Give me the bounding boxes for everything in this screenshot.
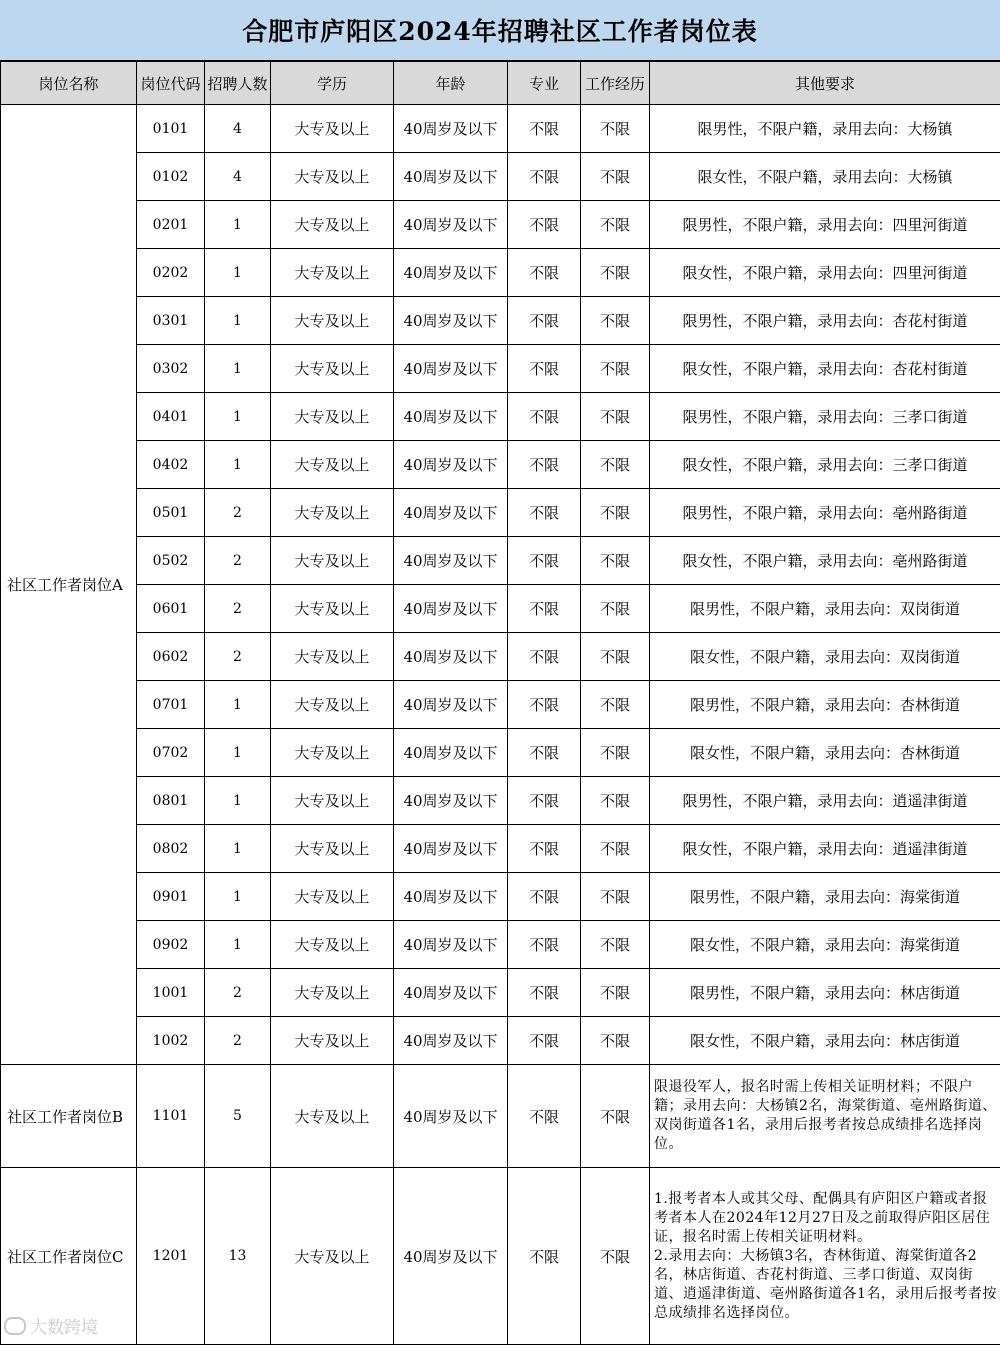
headcount-cell: 1 bbox=[205, 873, 271, 921]
other-requirements-cell: 限男性，不限户籍，录用去向：双岗街道 bbox=[650, 585, 1000, 633]
education-cell: 大专及以上 bbox=[271, 921, 394, 969]
experience-cell: 不限 bbox=[581, 777, 650, 825]
table-row bbox=[1, 105, 1000, 153]
other-requirements-cell: 限女性，不限户籍，录用去向：杏花村街道 bbox=[650, 345, 1000, 393]
headcount-cell: 2 bbox=[205, 969, 271, 1017]
major-cell: 不限 bbox=[508, 393, 581, 441]
education-cell: 大专及以上 bbox=[271, 969, 394, 1017]
other-requirements-cell bbox=[650, 1168, 1000, 1345]
major-cell: 不限 bbox=[508, 441, 581, 489]
education-cell: 大专及以上 bbox=[271, 777, 394, 825]
requirement-item-1: 1.报考者本人或其父母、配偶具有庐阳区户籍或者报考者本人在2024年12月27日及之前取得庐阳区居住证，报名时需上传相关证明材料。 bbox=[654, 1190, 998, 1247]
headcount-cell: 1 bbox=[205, 345, 271, 393]
other-requirements-cell: 限女性，不限户籍，录用去向：海棠街道 bbox=[650, 921, 1000, 969]
other-requirements-cell: 限退役军人，报名时需上传相关证明材料；不限户籍；录用去向：大杨镇2名，海棠街道、亳州路街道、双岗街道各1名，录用后报考者按总成绩排名选择岗位。 bbox=[650, 1065, 1000, 1168]
table-row bbox=[1, 921, 1000, 969]
watermark bbox=[4, 1313, 98, 1338]
position-code-cell: 0901 bbox=[137, 873, 205, 921]
major-cell: 不限 bbox=[508, 873, 581, 921]
table-row bbox=[1, 1017, 1000, 1065]
experience-cell: 不限 bbox=[581, 633, 650, 681]
header-experience: 工作经历 bbox=[581, 62, 650, 105]
education-cell: 大专及以上 bbox=[271, 825, 394, 873]
position-name-cell: 社区工作者岗位B bbox=[1, 1065, 137, 1168]
experience-cell: 不限 bbox=[581, 441, 650, 489]
position-code-cell: 0601 bbox=[137, 585, 205, 633]
table-row bbox=[1, 777, 1000, 825]
table-header-row bbox=[1, 62, 1000, 105]
watermark-text: 大数跨境 bbox=[30, 1313, 98, 1338]
position-code-cell: 0301 bbox=[137, 297, 205, 345]
table-row bbox=[1, 249, 1000, 297]
headcount-cell: 5 bbox=[205, 1065, 271, 1168]
education-cell: 大专及以上 bbox=[271, 681, 394, 729]
position-code-cell: 0502 bbox=[137, 537, 205, 585]
headcount-cell: 1 bbox=[205, 825, 271, 873]
education-cell: 大专及以上 bbox=[271, 105, 394, 153]
other-requirements-cell: 限男性，不限户籍，录用去向：林店街道 bbox=[650, 969, 1000, 1017]
experience-cell: 不限 bbox=[581, 345, 650, 393]
table-row bbox=[1, 633, 1000, 681]
experience-cell: 不限 bbox=[581, 873, 650, 921]
header-headcount: 招聘人数 bbox=[205, 62, 271, 105]
education-cell: 大专及以上 bbox=[271, 873, 394, 921]
age-cell: 40周岁及以下 bbox=[394, 153, 508, 201]
headcount-cell: 1 bbox=[205, 777, 271, 825]
age-cell: 40周岁及以下 bbox=[394, 777, 508, 825]
position-name-cell: 社区工作者岗位C bbox=[1, 1168, 137, 1345]
table-row bbox=[1, 537, 1000, 585]
headcount-cell: 2 bbox=[205, 633, 271, 681]
header-other-requirements: 其他要求 bbox=[650, 62, 1000, 105]
positions-table bbox=[0, 61, 1000, 1345]
age-cell: 40周岁及以下 bbox=[394, 585, 508, 633]
major-cell: 不限 bbox=[508, 153, 581, 201]
page-title: 合肥市庐阳区2024年招聘社区工作者岗位表 bbox=[0, 0, 1000, 61]
other-requirements-cell: 限男性，不限户籍，录用去向：逍遥津街道 bbox=[650, 777, 1000, 825]
headcount-cell: 1 bbox=[205, 297, 271, 345]
other-requirements-cell: 限女性，不限户籍，录用去向：大杨镇 bbox=[650, 153, 1000, 201]
experience-cell: 不限 bbox=[581, 201, 650, 249]
experience-cell: 不限 bbox=[581, 393, 650, 441]
education-cell: 大专及以上 bbox=[271, 345, 394, 393]
age-cell: 40周岁及以下 bbox=[394, 537, 508, 585]
age-cell: 40周岁及以下 bbox=[394, 1065, 508, 1168]
requirement-item-2: 2.录用去向：大杨镇3名，杏林街道、海棠街道各2名，林店街道、杏花村街道、三孝口街道、双岗街道、逍遥津街道、亳州路街道各1名，录用后报考者按总成绩排名选择岗位。 bbox=[654, 1247, 998, 1323]
headcount-cell: 1 bbox=[205, 393, 271, 441]
experience-cell: 不限 bbox=[581, 153, 650, 201]
experience-cell: 不限 bbox=[581, 681, 650, 729]
experience-cell: 不限 bbox=[581, 105, 650, 153]
position-code-cell: 0101 bbox=[137, 105, 205, 153]
age-cell: 40周岁及以下 bbox=[394, 345, 508, 393]
age-cell: 40周岁及以下 bbox=[394, 921, 508, 969]
major-cell: 不限 bbox=[508, 681, 581, 729]
table-row bbox=[1, 681, 1000, 729]
age-cell: 40周岁及以下 bbox=[394, 825, 508, 873]
education-cell: 大专及以上 bbox=[271, 1065, 394, 1168]
headcount-cell: 1 bbox=[205, 729, 271, 777]
age-cell: 40周岁及以下 bbox=[394, 297, 508, 345]
major-cell: 不限 bbox=[508, 1017, 581, 1065]
education-cell: 大专及以上 bbox=[271, 297, 394, 345]
experience-cell: 不限 bbox=[581, 249, 650, 297]
position-code-cell: 1101 bbox=[137, 1065, 205, 1168]
table-row bbox=[1, 441, 1000, 489]
age-cell: 40周岁及以下 bbox=[394, 201, 508, 249]
other-requirements-cell: 限男性，不限户籍，录用去向：杏林街道 bbox=[650, 681, 1000, 729]
major-cell: 不限 bbox=[508, 585, 581, 633]
major-cell: 不限 bbox=[508, 1065, 581, 1168]
experience-cell: 不限 bbox=[581, 1168, 650, 1345]
position-code-cell: 0801 bbox=[137, 777, 205, 825]
headcount-cell: 2 bbox=[205, 1017, 271, 1065]
education-cell: 大专及以上 bbox=[271, 153, 394, 201]
other-requirements-cell: 限女性，不限户籍，录用去向：逍遥津街道 bbox=[650, 825, 1000, 873]
header-major: 专业 bbox=[508, 62, 581, 105]
major-cell: 不限 bbox=[508, 969, 581, 1017]
headcount-cell: 1 bbox=[205, 921, 271, 969]
other-requirements-cell: 限男性，不限户籍，录用去向：大杨镇 bbox=[650, 105, 1000, 153]
header-position-code: 岗位代码 bbox=[137, 62, 205, 105]
age-cell: 40周岁及以下 bbox=[394, 393, 508, 441]
experience-cell: 不限 bbox=[581, 585, 650, 633]
headcount-cell: 2 bbox=[205, 537, 271, 585]
major-cell: 不限 bbox=[508, 345, 581, 393]
header-education: 学历 bbox=[271, 62, 394, 105]
headcount-cell: 4 bbox=[205, 105, 271, 153]
position-code-cell: 0401 bbox=[137, 393, 205, 441]
table-row bbox=[1, 873, 1000, 921]
other-requirements-cell: 限男性，不限户籍，录用去向：杏花村街道 bbox=[650, 297, 1000, 345]
other-requirements-cell: 限男性，不限户籍，录用去向：亳州路街道 bbox=[650, 489, 1000, 537]
age-cell: 40周岁及以下 bbox=[394, 489, 508, 537]
experience-cell: 不限 bbox=[581, 729, 650, 777]
age-cell: 40周岁及以下 bbox=[394, 633, 508, 681]
age-cell: 40周岁及以下 bbox=[394, 1168, 508, 1345]
position-code-cell: 0602 bbox=[137, 633, 205, 681]
header-position-name: 岗位名称 bbox=[1, 62, 137, 105]
age-cell: 40周岁及以下 bbox=[394, 729, 508, 777]
major-cell: 不限 bbox=[508, 777, 581, 825]
age-cell: 40周岁及以下 bbox=[394, 249, 508, 297]
education-cell: 大专及以上 bbox=[271, 489, 394, 537]
major-cell: 不限 bbox=[508, 105, 581, 153]
table-row bbox=[1, 1168, 1000, 1345]
position-code-cell: 0201 bbox=[137, 201, 205, 249]
education-cell: 大专及以上 bbox=[271, 249, 394, 297]
other-requirements-cell: 限女性，不限户籍，录用去向：亳州路街道 bbox=[650, 537, 1000, 585]
age-cell: 40周岁及以下 bbox=[394, 441, 508, 489]
headcount-cell: 4 bbox=[205, 153, 271, 201]
major-cell: 不限 bbox=[508, 1168, 581, 1345]
table-row bbox=[1, 585, 1000, 633]
education-cell: 大专及以上 bbox=[271, 633, 394, 681]
headcount-cell: 1 bbox=[205, 441, 271, 489]
experience-cell: 不限 bbox=[581, 489, 650, 537]
education-cell: 大专及以上 bbox=[271, 201, 394, 249]
education-cell: 大专及以上 bbox=[271, 1168, 394, 1345]
education-cell: 大专及以上 bbox=[271, 393, 394, 441]
header-age: 年龄 bbox=[394, 62, 508, 105]
position-code-cell: 1201 bbox=[137, 1168, 205, 1345]
major-cell: 不限 bbox=[508, 489, 581, 537]
age-cell: 40周岁及以下 bbox=[394, 1017, 508, 1065]
education-cell: 大专及以上 bbox=[271, 537, 394, 585]
age-cell: 40周岁及以下 bbox=[394, 681, 508, 729]
major-cell: 不限 bbox=[508, 825, 581, 873]
table-row bbox=[1, 729, 1000, 777]
position-code-cell: 0701 bbox=[137, 681, 205, 729]
age-cell: 40周岁及以下 bbox=[394, 873, 508, 921]
major-cell: 不限 bbox=[508, 537, 581, 585]
other-requirements-cell: 限男性，不限户籍，录用去向：四里河街道 bbox=[650, 201, 1000, 249]
headcount-cell: 2 bbox=[205, 585, 271, 633]
position-code-cell: 0402 bbox=[137, 441, 205, 489]
other-requirements-cell: 限女性，不限户籍，录用去向：双岗街道 bbox=[650, 633, 1000, 681]
major-cell: 不限 bbox=[508, 729, 581, 777]
position-code-cell: 0902 bbox=[137, 921, 205, 969]
position-code-cell: 1001 bbox=[137, 969, 205, 1017]
headcount-cell: 2 bbox=[205, 489, 271, 537]
table-row bbox=[1, 393, 1000, 441]
major-cell: 不限 bbox=[508, 297, 581, 345]
experience-cell: 不限 bbox=[581, 1065, 650, 1168]
position-code-cell: 0102 bbox=[137, 153, 205, 201]
table-row bbox=[1, 969, 1000, 1017]
other-requirements-cell: 限男性，不限户籍，录用去向：三孝口街道 bbox=[650, 393, 1000, 441]
education-cell: 大专及以上 bbox=[271, 729, 394, 777]
headcount-cell: 1 bbox=[205, 681, 271, 729]
table-row bbox=[1, 201, 1000, 249]
other-requirements-cell: 限女性，不限户籍，录用去向：三孝口街道 bbox=[650, 441, 1000, 489]
experience-cell: 不限 bbox=[581, 969, 650, 1017]
headcount-cell: 13 bbox=[205, 1168, 271, 1345]
position-code-cell: 0501 bbox=[137, 489, 205, 537]
other-requirements-cell: 限女性，不限户籍，录用去向：林店街道 bbox=[650, 1017, 1000, 1065]
position-code-cell: 1002 bbox=[137, 1017, 205, 1065]
table-row bbox=[1, 297, 1000, 345]
major-cell: 不限 bbox=[508, 633, 581, 681]
position-code-cell: 0202 bbox=[137, 249, 205, 297]
education-cell: 大专及以上 bbox=[271, 1017, 394, 1065]
major-cell: 不限 bbox=[508, 249, 581, 297]
position-code-cell: 0302 bbox=[137, 345, 205, 393]
table-row bbox=[1, 345, 1000, 393]
headcount-cell: 1 bbox=[205, 249, 271, 297]
age-cell: 40周岁及以下 bbox=[394, 969, 508, 1017]
experience-cell: 不限 bbox=[581, 825, 650, 873]
experience-cell: 不限 bbox=[581, 297, 650, 345]
education-cell: 大专及以上 bbox=[271, 585, 394, 633]
major-cell: 不限 bbox=[508, 201, 581, 249]
headcount-cell: 1 bbox=[205, 201, 271, 249]
age-cell: 40周岁及以下 bbox=[394, 105, 508, 153]
education-cell: 大专及以上 bbox=[271, 441, 394, 489]
position-code-cell: 0802 bbox=[137, 825, 205, 873]
other-requirements-cell: 限女性，不限户籍，录用去向：杏林街道 bbox=[650, 729, 1000, 777]
other-requirements-cell: 限女性，不限户籍，录用去向：四里河街道 bbox=[650, 249, 1000, 297]
table-row bbox=[1, 1065, 1000, 1168]
major-cell: 不限 bbox=[508, 921, 581, 969]
other-requirements-cell: 限男性，不限户籍，录用去向：海棠街道 bbox=[650, 873, 1000, 921]
experience-cell: 不限 bbox=[581, 921, 650, 969]
position-code-cell: 0702 bbox=[137, 729, 205, 777]
position-name-cell: 社区工作者岗位A bbox=[1, 105, 137, 1065]
table-row bbox=[1, 153, 1000, 201]
experience-cell: 不限 bbox=[581, 537, 650, 585]
experience-cell: 不限 bbox=[581, 1017, 650, 1065]
watermark-logo-icon bbox=[4, 1317, 26, 1335]
table-row bbox=[1, 825, 1000, 873]
table-row bbox=[1, 489, 1000, 537]
